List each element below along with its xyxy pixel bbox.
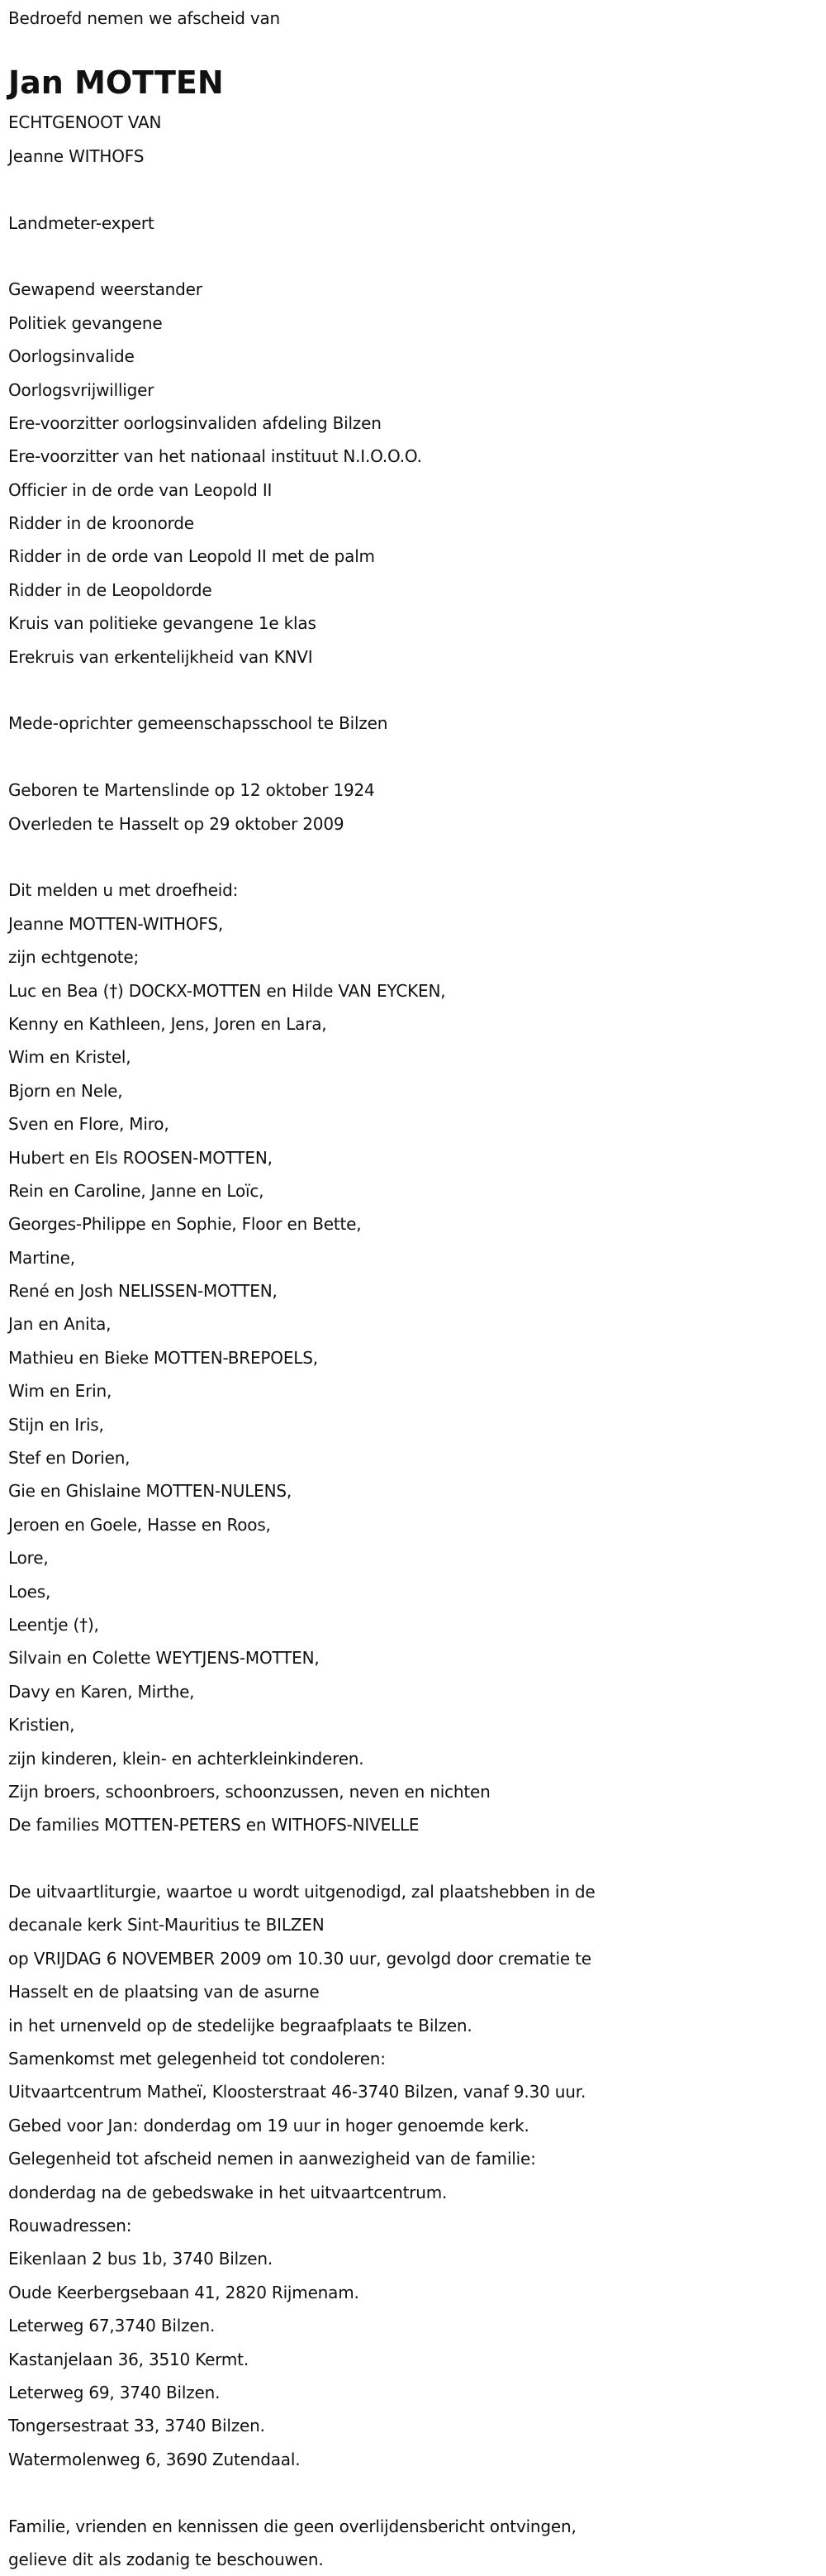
family-line: Stef en Dorien,: [8, 1448, 131, 1469]
intro-line: Bedroefd nemen we afscheid van: [8, 8, 281, 28]
family-line: Jeanne MOTTEN-WITHOFS,: [8, 913, 224, 934]
family-line: Kenny en Kathleen, Jens, Joren en Lara,: [8, 1013, 327, 1034]
family-line: Sven en Flore, Miro,: [8, 1114, 169, 1135]
family-line: De families MOTTEN-PETERS en WITHOFS-NIVELLE: [8, 1815, 420, 1836]
address-line: Leterweg 67,3740 Bilzen.: [8, 2316, 216, 2336]
closing-line: Familie, vrienden en kennissen die geen overlijdensbericht ontvingen,: [8, 2516, 577, 2536]
family-line: Wim en Kristel,: [8, 1047, 131, 1068]
family-line: zijn echtgenote;: [8, 947, 140, 968]
title-line: Officier in de orde van Leopold II: [8, 479, 273, 500]
titles-list: [8, 273, 822, 674]
address-line: Tongersestraat 33, 3740 Bilzen.: [8, 2416, 265, 2436]
family-list: [8, 907, 822, 1842]
family-line: Georges-Philippe en Sophie, Floor en Bette,: [8, 1214, 362, 1235]
funeral-line: in het urnenveld op de stedelijke begraafplaats te Bilzen.: [8, 2015, 472, 2036]
title-line: Erekruis van erkentelijkheid van KNVI: [8, 646, 313, 667]
birth-line: Geboren te Martenslinde op 12 oktober 1924: [8, 780, 375, 801]
spacer: [8, 674, 822, 707]
address-line: Eikenlaan 2 bus 1b, 3740 Bilzen.: [8, 2249, 273, 2269]
spacer: [8, 2476, 822, 2509]
family-line: Leentje (†),: [8, 1614, 99, 1635]
family-line: Mathieu en Bieke MOTTEN-BREPOELS,: [8, 1347, 318, 1368]
family-line: Zijn broers, schoonbroers, schoonzussen, neven en nichten: [8, 1781, 491, 1802]
family-line: Kristien,: [8, 1715, 75, 1736]
funeral-line: Hasselt en de plaatsing van de asurne: [8, 1982, 320, 2002]
funeral-details: [8, 1875, 822, 2476]
family-line: Rein en Caroline, Janne en Loïc,: [8, 1180, 264, 1201]
family-line: zijn kinderen, klein- en achterkleinkinderen.: [8, 1748, 364, 1769]
obituary-notice: [8, 0, 822, 2576]
funeral-line: De uitvaartliturgie, waartoe u wordt uitgenodigd, zal plaatshebben in de: [8, 1882, 596, 1902]
address-line: Leterweg 69, 3740 Bilzen.: [8, 2382, 221, 2402]
funeral-line: op VRIJDAG 6 NOVEMBER 2009 om 10.30 uur, gevolgd door crematie te: [8, 1948, 591, 1969]
title-line: Ridder in de Leopoldorde: [8, 579, 212, 600]
family-line: Jan en Anita,: [8, 1314, 112, 1335]
title-line: Oorlogsvrijwilliger: [8, 379, 154, 400]
funeral-line: donderdag na de gebedswake in het uitvaartcentrum.: [8, 2182, 448, 2202]
family-intro: Dit melden u met droefheid:: [8, 880, 239, 901]
spacer: [8, 240, 822, 273]
family-line: Lore,: [8, 1548, 49, 1569]
funeral-line: Gebed voor Jan: donderdag om 19 uur in hoger genoemde kerk.: [8, 2115, 529, 2136]
family-line: René en Josh NELISSEN-MOTTEN,: [8, 1281, 278, 1302]
family-line: Hubert en Els ROOSEN-MOTTEN,: [8, 1147, 273, 1168]
closing-line: gelieve dit als zodanig te beschouwen.: [8, 2549, 324, 2569]
spacer: [8, 1842, 822, 1875]
family-line: Silvain en Colette WEYTJENS-MOTTEN,: [8, 1648, 320, 1669]
spouse-name: Jeanne WITHOFS: [8, 145, 145, 166]
family-line: Davy en Karen, Mirthe,: [8, 1681, 195, 1702]
title-line: Oorlogsinvalide: [8, 346, 135, 367]
profession: Landmeter-expert: [8, 212, 154, 233]
funeral-line: Rouwadressen:: [8, 2216, 132, 2236]
address-line: Oude Keerbergsebaan 41, 2820 Rijmenam.: [8, 2282, 359, 2302]
funeral-line: Gelegenheid tot afscheid nemen in aanwezigheid van de familie:: [8, 2149, 536, 2169]
family-line: Stijn en Iris,: [8, 1414, 104, 1435]
family-line: Martine,: [8, 1247, 75, 1268]
family-line: Wim en Erin,: [8, 1381, 112, 1402]
deceased-name: Jan MOTTEN: [8, 64, 224, 102]
family-line: Bjorn en Nele,: [8, 1080, 123, 1101]
title-line: Kruis van politieke gevangene 1e klas: [8, 613, 316, 634]
cofounder-line: Mede-oprichter gemeenschapsschool te Bilzen: [8, 713, 388, 734]
family-line: Loes,: [8, 1581, 51, 1602]
funeral-line: Uitvaartcentrum Matheï, Kloosterstraat 46-3740 Bilzen, vanaf 9.30 uur.: [8, 2082, 586, 2102]
family-line: Luc en Bea (†) DOCKX-MOTTEN en Hilde VAN EYCKEN,: [8, 980, 446, 1001]
address-line: Watermolenweg 6, 3690 Zutendaal.: [8, 2449, 301, 2469]
title-line: Ere-voorzitter van het nationaal instituut N.I.O.O.O.: [8, 446, 422, 467]
funeral-line: decanale kerk Sint-Mauritius te BILZEN: [8, 1915, 325, 1936]
spacer: [8, 173, 822, 206]
funeral-line: Samenkomst met gelegenheid tot condoleren:: [8, 2049, 386, 2069]
spouse-label: ECHTGENOOT VAN: [8, 112, 162, 133]
title-line: Politiek gevangene: [8, 312, 163, 333]
spacer: [8, 740, 822, 774]
family-line: Jeroen en Goele, Hasse en Roos,: [8, 1514, 271, 1535]
address-line: Kastanjelaan 36, 3510 Kermt.: [8, 2349, 249, 2369]
family-line: Gie en Ghislaine MOTTEN-NULENS,: [8, 1481, 292, 1502]
title-line: Ridder in de orde van Leopold II met de palm: [8, 546, 375, 567]
spacer: [8, 840, 822, 874]
death-line: Overleden te Hasselt op 29 oktober 2009: [8, 813, 344, 834]
title-line: Ridder in de kroonorde: [8, 513, 194, 534]
closing-note: [8, 2510, 822, 2576]
title-line: Gewapend weerstander: [8, 279, 202, 300]
title-line: Ere-voorzitter oorlogsinvaliden afdeling Bilzen: [8, 412, 382, 433]
